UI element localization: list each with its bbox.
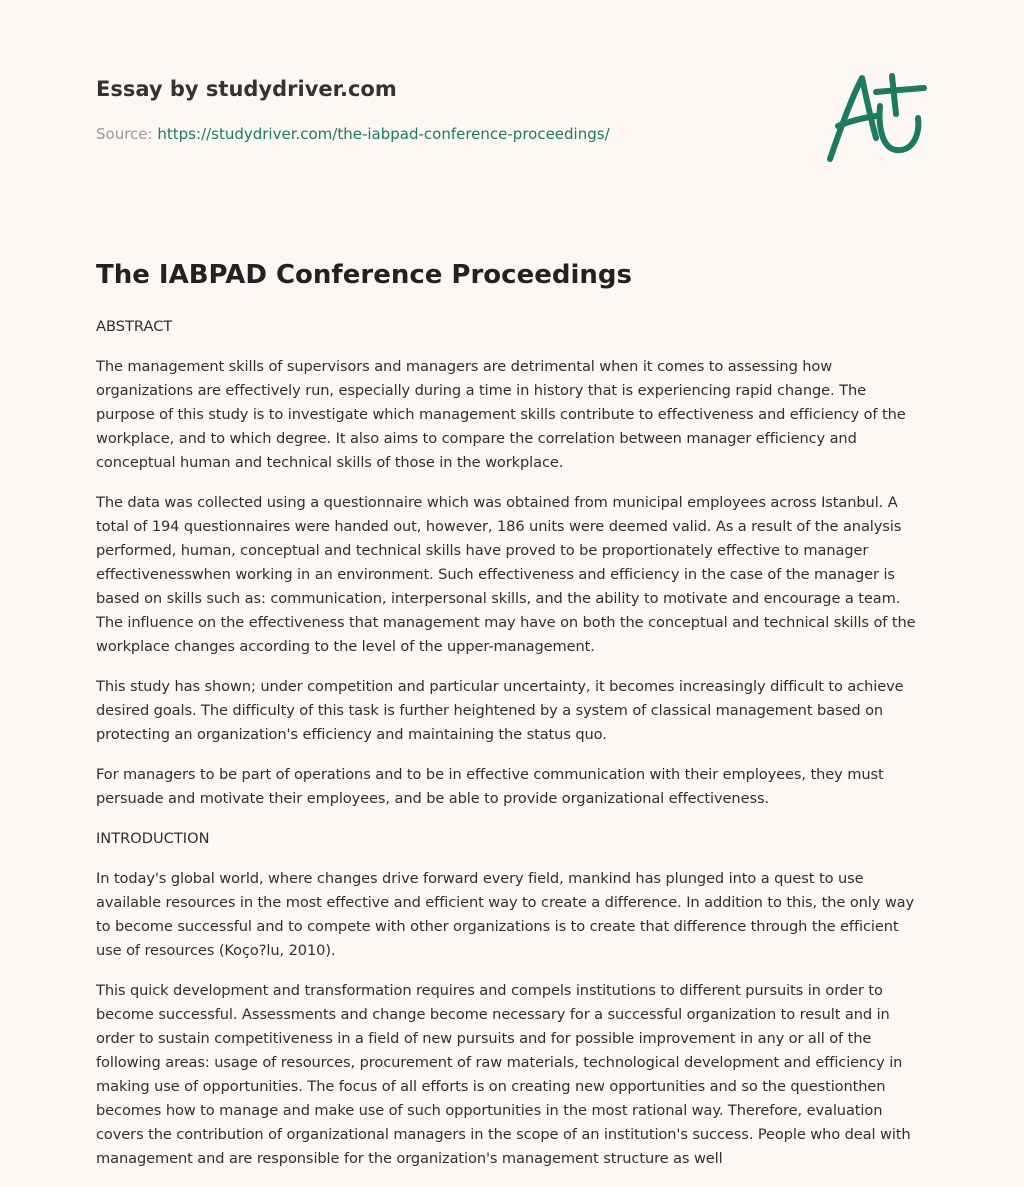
essay-content <box>96 255 928 1187</box>
introduction-paragraph: This quick development and transformation requires and compels institutions to different pursuits in order to become successful. Assessments and change become necessary for a successful organization to result and in order to sustain competitiveness in a field of new pursuits and for possible improvement in any or all of the following areas: usage of resources, procurement of raw materials, technological development and efficiency in making use of opportunities. The focus of all efforts is on creating new opportunities and so the questionthen becomes how to manage and make use of such opportunities in the most rational way. Therefore, evaluation covers the contribution of organizational managers in the scope of an institution's success. People who deal with management and are responsible for the organization's management structure as well <box>96 982 911 1167</box>
abstract-heading: ABSTRACT <box>96 318 173 335</box>
a-plus-logo-icon <box>820 66 930 166</box>
site-title: Essay by studydriver.com <box>96 77 397 101</box>
source-line <box>96 124 796 144</box>
abstract-paragraph: For managers to be part of operations and to be in effective communication with their employees, they must persuade and motivate their employees, and be able to provide organizational effectiveness. <box>96 766 884 807</box>
abstract-paragraph: The data was collected using a questionnaire which was obtained from municipal employees across Istanbul. A total of 194 questionnaires were handed out, however, 186 units were deemed valid. As a result of the analysis performed, human, conceptual and technical skills have proved to be proportionately effective to manager effectivenesswhen working in an environment. Such effectiveness and efficiency in the case of the manager is based on skills such as: communication, interpersonal skills, and the ability to motivate and encourage a team. The influence on the effectiveness that management may have on both the conceptual and technical skills of the workplace changes according to the level of the upper-management. <box>96 494 916 655</box>
source-link[interactable]: https://studydriver.com/the-iabpad-conference-proceedings/ <box>157 125 610 143</box>
page-header <box>96 74 796 144</box>
abstract-paragraph: This study has shown; under competition and particular uncertainty, it becomes increasingly difficult to achieve desired goals. The difficulty of this task is further heightened by a system of classical management based on protecting an organization's efficiency and maintaining the status quo. <box>96 678 904 743</box>
introduction-heading: INTRODUCTION <box>96 830 210 847</box>
abstract-paragraph: The management skills of supervisors and managers are detrimental when it comes to assessing how organizations are effectively run, especially during a time in history that is experiencing rapid change. The purpose of this study is to investigate which management skills contribute to effectiveness and efficiency of the workplace, and to which degree. It also aims to compare the correlation between manager efficiency and conceptual human and technical skills of those in the workplace. <box>96 358 906 471</box>
essay-title: The IABPAD Conference Proceedings <box>96 260 632 290</box>
a-plus-logo-graphic <box>820 66 930 166</box>
introduction-paragraph: In today's global world, where changes drive forward every field, mankind has plunged into a quest to use available resources in the most effective and efficient way to create a difference. In addition to this, the only way to become successful and to compete with other organizations is to create that difference through the efficient use of resources (Koço?lu, 2010). <box>96 870 915 959</box>
source-label: Source: <box>96 125 153 143</box>
